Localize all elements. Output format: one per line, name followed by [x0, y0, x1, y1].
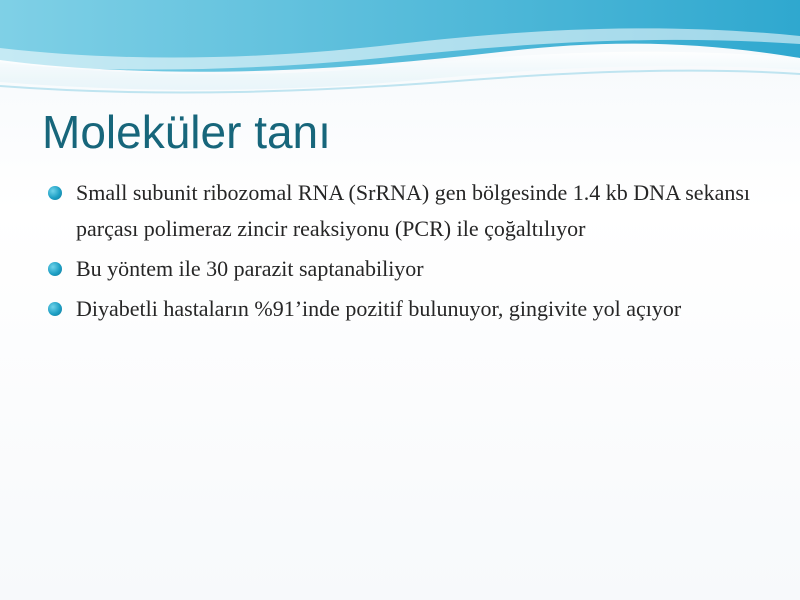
bullet-item: [52, 175, 772, 247]
bullet-text: Small subunit ribozomal RNA (SrRNA) gen bölgesinde 1.4 kb DNA sekansı parçası polimeraz zincir reaksiyonu (PCR) ile çoğaltılıyor: [76, 180, 751, 241]
bullet-dot-icon: [48, 262, 62, 276]
header-wave-decoration: [0, 0, 800, 100]
bullet-dot-icon: [48, 186, 62, 200]
bullet-list: [52, 175, 772, 331]
bullet-dot-icon: [48, 302, 62, 316]
bullet-text: Bu yöntem ile 30 parazit saptanabiliyor: [76, 256, 424, 281]
slide-title: Moleküler tanı: [42, 106, 331, 158]
bullet-text: Diyabetli hastaların %91’inde pozitif bulunuyor, gingivite yol açıyor: [76, 296, 682, 321]
bullet-item: [52, 251, 772, 287]
bullet-item: [52, 291, 772, 327]
